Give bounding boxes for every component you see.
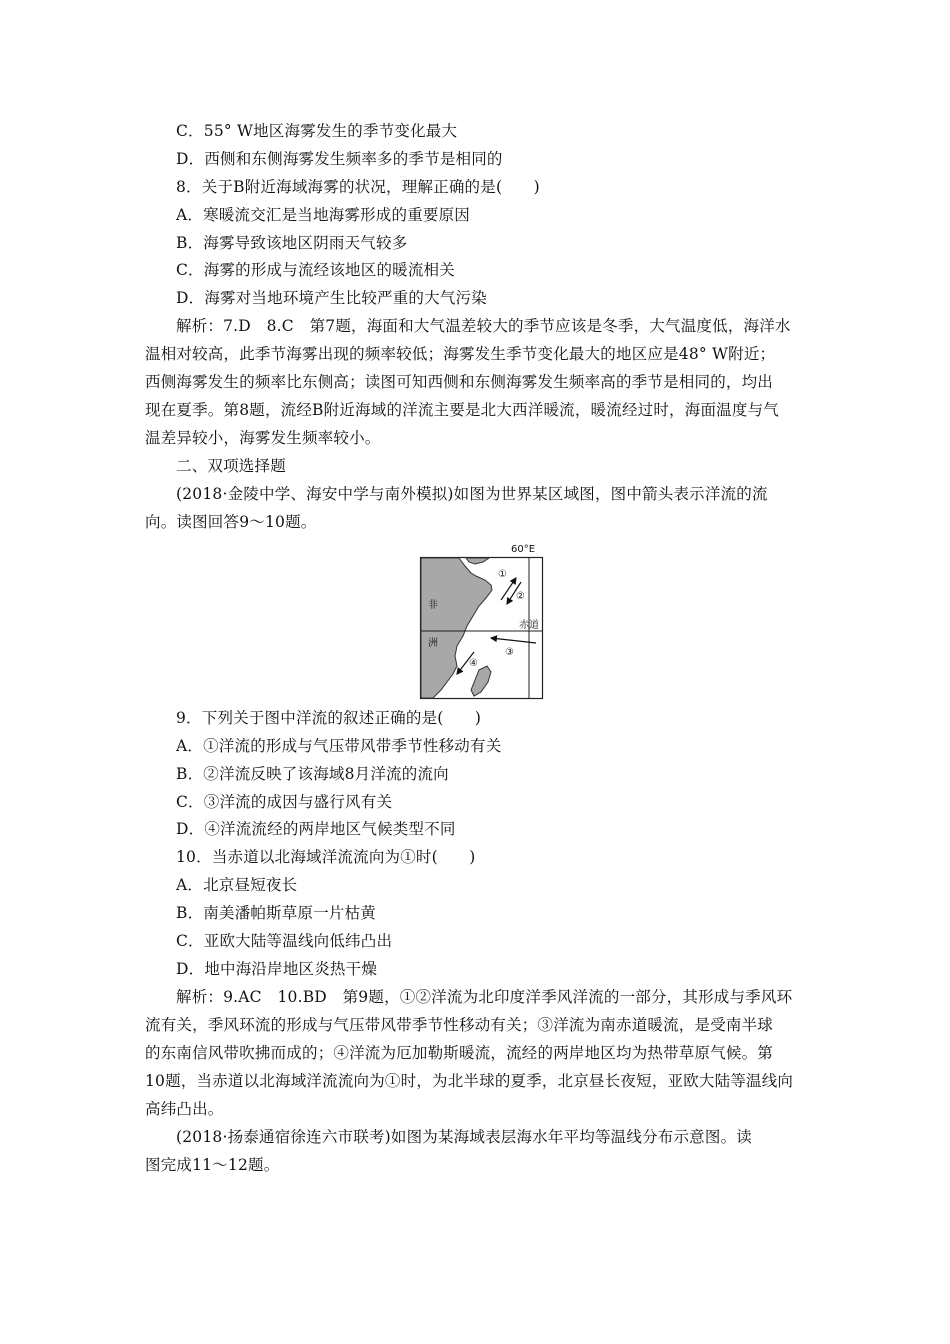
option-8c: C．海雾的形成与流经该地区的暖流相关 <box>176 261 455 279</box>
figure-intro: (2018·金陵中学、海安中学与南外模拟)如图为世界某区域图，图中箭头表示洋流的流 <box>176 485 768 503</box>
longitude-label: 60°E <box>511 544 536 555</box>
option-9b: B．②洋流反映了该海域8月洋流的流向 <box>176 765 449 783</box>
analysis-7-8-line: 现在夏季。第8题，流经B附近海域的洋流主要是北大西洋暖流，暖流经过时，海面温度与气 <box>145 401 779 419</box>
equator-label: 赤道 <box>519 620 539 631</box>
analysis-9-10-line: 的东南信风带吹拂而成的；④洋流为厄加勒斯暖流，流经的两岸地区均为热带草原气候。第 <box>145 1044 774 1062</box>
analysis-9-10-line: 流有关，季风环流的形成与气压带风带季节性移动有关；③洋流为南赤道暖流，是受南半球 <box>145 1016 774 1034</box>
analysis-9-10-line: 解析：9.AC 10.BD 第9题，①②洋流为北印度洋季风洋流的一部分，其形成与季风环 <box>176 988 793 1006</box>
option-10d: D．地中海沿岸地区炎热干燥 <box>176 960 378 978</box>
analysis-7-8-line: 温相对较高，此季节海雾出现的频率较低；海雾发生季节变化最大的地区应是48° W附近； <box>145 345 776 363</box>
analysis-7-8-line: 温差异较小，海雾发生频率较小。 <box>145 429 381 447</box>
option-8a: A．寒暖流交汇是当地海雾形成的重要原因 <box>176 206 470 224</box>
analysis-9-10-line: 高纬凸出。 <box>145 1100 224 1118</box>
figure-intro-2: 图完成11～12题。 <box>145 1156 280 1174</box>
current-3-label: ③ <box>505 647 514 658</box>
analysis-7-8-line: 西侧海雾发生的频率比东侧高；读图可知西侧和东侧海雾发生频率高的季节是相同的，均出 <box>145 373 774 391</box>
figure-intro: 向。读图回答9～10题。 <box>145 513 317 531</box>
question-10: 10．当赤道以北海域洋流流向为①时( ) <box>176 848 476 866</box>
option-10b: B．南美潘帕斯草原一片枯黄 <box>176 904 376 922</box>
question-9: 9．下列关于图中洋流的叙述正确的是( ) <box>176 709 482 727</box>
option-10c: C．亚欧大陆等温线向低纬凸出 <box>176 932 393 950</box>
africa-label-2: 洲 <box>428 638 438 649</box>
region-map-figure <box>419 540 545 700</box>
option-9d: D．④洋流流经的两岸地区气候类型不同 <box>176 820 456 838</box>
current-4-label: ④ <box>469 658 478 669</box>
option-7d: D．西侧和东侧海雾发生频率多的季节是相同的 <box>176 150 503 168</box>
africa-label-1: 非 <box>428 600 438 611</box>
section-heading: 二、双项选择题 <box>176 457 286 475</box>
analysis-7-8-line: 解析：7.D 8.C 第7题，海面和大气温差较大的季节应该是冬季，大气温度低，海洋水 <box>176 317 791 335</box>
analysis-9-10-line: 10题，当赤道以北海域洋流流向为①时，为北半球的夏季，北京昼长夜短，亚欧大陆等温线向 <box>145 1072 794 1090</box>
question-8: 8．关于B附近海域海雾的状况，理解正确的是( ) <box>176 178 540 196</box>
option-8b: B．海雾导致该地区阴雨天气较多 <box>176 234 408 252</box>
option-9a: A．①洋流的形成与气压带风带季节性移动有关 <box>176 737 502 755</box>
option-8d: D．海雾对当地环境产生比较严重的大气污染 <box>176 289 487 307</box>
option-10a: A．北京昼短夜长 <box>176 876 298 894</box>
option-7c: C．55° W地区海雾发生的季节变化最大 <box>176 122 458 140</box>
option-9c: C．③洋流的成因与盛行风有关 <box>176 793 393 811</box>
current-2-label: ② <box>516 591 525 602</box>
current-1-label: ① <box>498 569 507 580</box>
figure-intro-2: (2018·扬泰通宿徐连六市联考)如图为某海域表层海水年平均等温线分布示意图。读 <box>176 1128 752 1146</box>
